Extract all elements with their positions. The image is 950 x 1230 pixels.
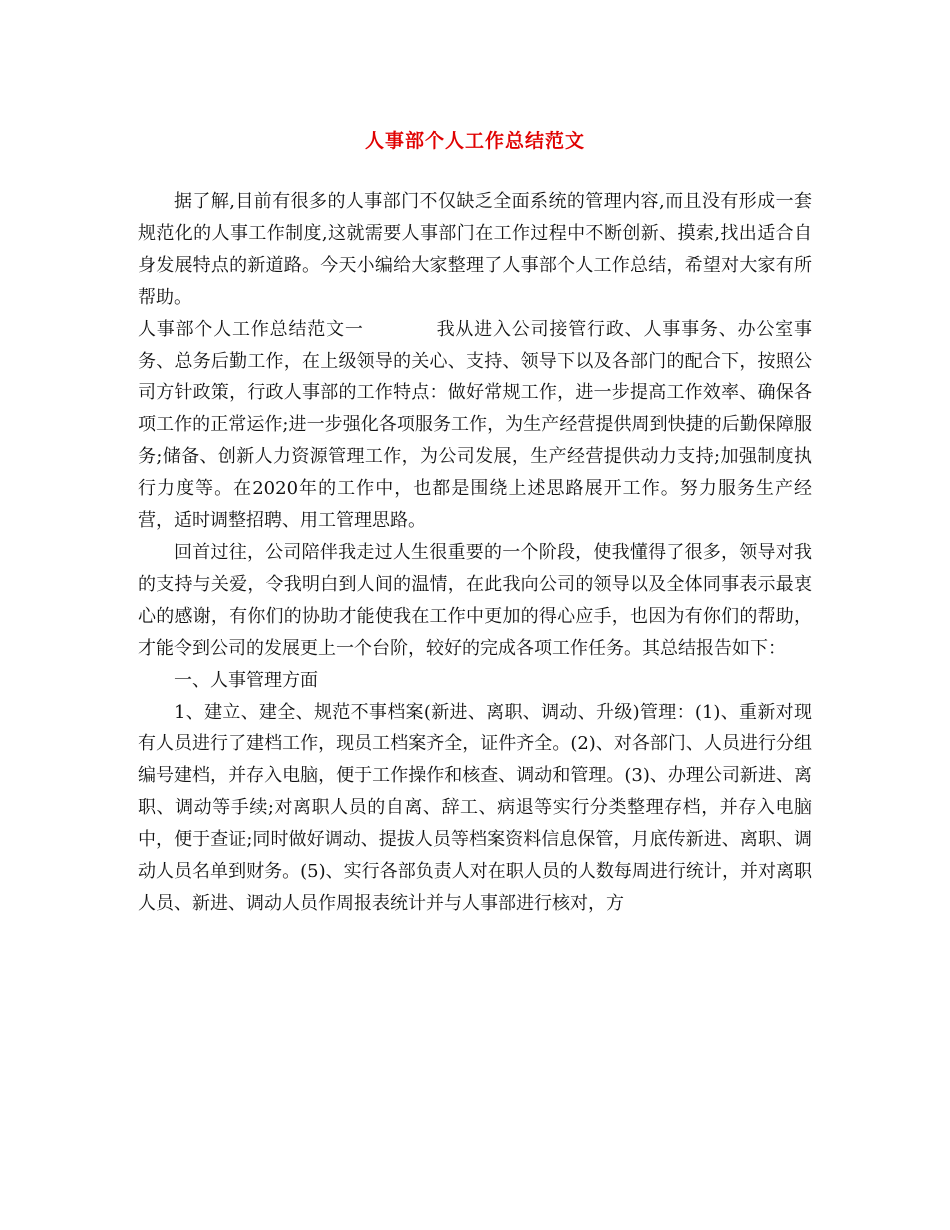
archive-management-paragraph: 1、建立、建全、规范不事档案(新进、离职、调动、升级)管理：(1)、重新对现有人员进行了建档工作，现员工档案齐全，证件齐全。(2)、对各部门、人员进行分组编号建档，并存入电脑，便于工作操作和核查、调动和管理。(3)、办理公司新进、离职、调动等手续;对离职人员的自离、辞工、病退等实行分类整理存档，并存入电脑中，便于查证;同时做好调动、提拔人员等档案资料信息保管，月底传新进、离职、调动人员名单到财务。(5)、实行各部负责人对在职人员的人数每周进行统计，并对离职人员、新进、调动人员作周报表统计并与人事部进行核对，方 <box>138 701 812 914</box>
document-title: 人事部个人工作总结范文 <box>364 130 585 152</box>
intro-paragraph: 据了解,目前有很多的人事部门不仅缺乏全面系统的管理内容,而且没有形成一套规范化的人事工作制度,这就需要人事部门在工作过程中不断创新、摸索,找出适合自身发展特点的新道路。今天小编给大家整理了人事部个人工作总结，希望对大家有所帮助。 <box>138 191 812 308</box>
section-one-text: 我从进入公司接管行政、人事事务、办公室事务、总务后勤工作，在上级领导的关心、支持、领导下以及各部门的配合下，按照公司方针政策，行政人事部的工作特点：做好常规工作，进一步提高工作效率、确保各项工作的正常运作;进一步强化各项服务工作，为生产经营提供周到快捷的后勤保障服务;储备、创新人力资源管理工作，为公司发展，生产经营提供动力支持;加强制度执行力度等。在2020年的工作中，也都是围绕上述思路展开工作。努力服务生产经营，适时调整招聘、用工管理思路。 <box>138 318 812 532</box>
document-body <box>138 186 812 920</box>
hr-management-heading: 一、人事管理方面 <box>174 669 318 691</box>
section-one-paragraph <box>138 314 812 537</box>
section-one-heading: 人事部个人工作总结范文一 <box>138 318 364 340</box>
retrospective-paragraph: 回首过往，公司陪伴我走过人生很重要的一个阶段，使我懂得了很多，领导对我的支持与关爱，令我明白到人间的温情，在此我向公司的领导以及全体同事表示最衷心的感谢，有你们的协助才能使我在工作中更加的得心应手，也因为有你们的帮助，才能令到公司的发展更上一个台阶，较好的完成各项工作任务。其总结报告如下： <box>138 541 812 659</box>
